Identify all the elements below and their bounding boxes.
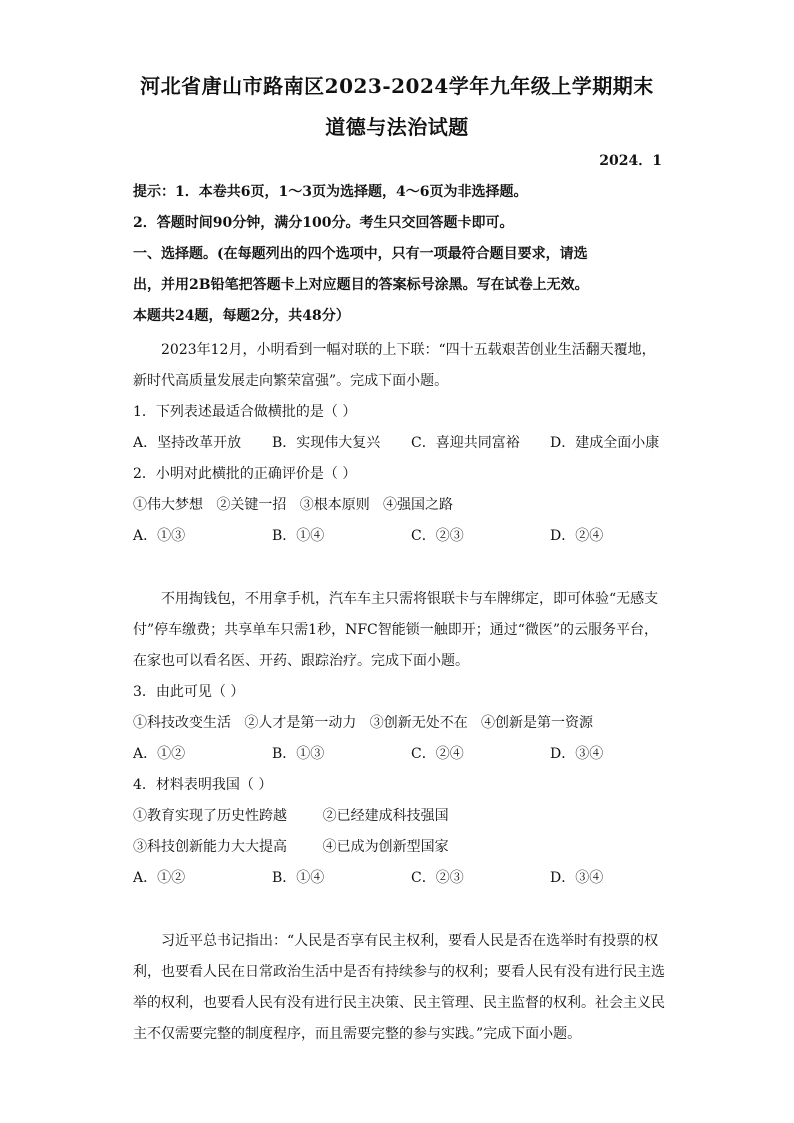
material-3-line-2: 利，也要看人民在日常政治生活中是否有持续参与的权利；要看人民有没有进行民主选 [133, 964, 665, 980]
question-2-option-b: B．①④ [272, 528, 325, 544]
material-1-line-2: 新时代高质量发展走向繁荣富强”。完成下面小题。 [133, 373, 449, 389]
note-line-2: 2．答题时间90分钟，满分100分。考生只交回答题卡即可。 [133, 215, 514, 231]
question-4-items-row-2: ③科技创新能力大大提高 ④已成为创新型国家 [133, 839, 449, 855]
question-2-option-c: C．②③ [411, 528, 464, 544]
question-3-items: ①科技改变生活 ②人才是第一动力 ③创新无处不在 ④创新是第一资源 [133, 715, 594, 731]
question-4-option-d: D．③④ [550, 870, 604, 886]
question-3-option-b: B．①③ [272, 746, 325, 762]
question-2-items: ①伟大梦想 ②关键一招 ③根本原则 ④强国之路 [133, 497, 454, 513]
question-2-stem: 2．小明对此横批的正确评价是（ ） [133, 466, 357, 482]
material-2-line-3: 在家也可以看名医、开药、跟踪治疗。完成下面小题。 [133, 653, 469, 669]
question-2-option-a: A．①③ [133, 528, 186, 544]
question-4-option-b: B．①④ [272, 870, 325, 886]
question-4-items-row-1: ①教育实现了历史性跨越 ②已经建成科技强国 [133, 808, 449, 824]
section-heading-line-1: 一、选择题。(在每题列出的四个选项中，只有一项最符合题目要求，请选 [133, 246, 588, 262]
question-1-stem: 1．下列表述最适合做横批的是（ ） [133, 404, 357, 420]
question-3-stem: 3．由此可见（ ） [133, 684, 245, 700]
question-2-option-d: D．②④ [550, 528, 604, 544]
material-2-line-2: 付”停车缴费；共享单车只需1秒，NFC智能锁一触即开；通过“微医”的云服务平台， [133, 622, 659, 638]
question-3-option-a: A．①② [133, 746, 186, 762]
question-1-option-d: D．建成全面小康 [550, 435, 660, 451]
question-1-option-c: C．喜迎共同富裕 [411, 435, 520, 451]
exam-date: 2024．1 [599, 153, 662, 169]
question-4-stem: 4．材料表明我国（ ） [133, 777, 273, 793]
question-3-option-c: C．②④ [411, 746, 464, 762]
question-1-option-b: B．实现伟大复兴 [272, 435, 381, 451]
section-heading-line-3: 本题共24题，每题2分，共48分） [133, 308, 350, 324]
question-4-option-a: A．①② [133, 870, 186, 886]
material-3-line-1: 习近平总书记指出：“人民是否享有民主权利，要看人民是否在选举时有投票的权 [161, 933, 659, 949]
exam-title: 河北省唐山市路南区2023-2024学年九年级上学期期末 [140, 74, 654, 98]
question-4-option-c: C．②③ [411, 870, 464, 886]
question-3-option-d: D．③④ [550, 746, 604, 762]
material-3-line-4: 主不仅需要完整的制度程序，而且需要完整的参与实践。”完成下面小题。 [133, 1026, 582, 1042]
material-1-line-1: 2023年12月，小明看到一幅对联的上下联：“四十五载艰苦创业生活翻天覆地， [161, 342, 656, 358]
question-1-option-a: A．坚持改革开放 [133, 435, 242, 451]
exam-subject: 道德与法治试题 [325, 115, 469, 139]
material-2-line-1: 不用掏钱包，不用拿手机，汽车车主只需将银联卡与车牌绑定，即可体验“无感支 [161, 591, 659, 607]
section-heading-line-2: 出，并用2B铅笔把答题卡上对应题目的答案标号涂黑。写在试卷上无效。 [133, 277, 589, 293]
note-line-1: 提示：1．本卷共6页，1～3页为选择题，4～6页为非选择题。 [133, 184, 528, 200]
material-3-line-3: 举的权利，也要看人民有没有进行民主决策、民主管理、民主监督的权利。社会主义民 [133, 995, 665, 1011]
